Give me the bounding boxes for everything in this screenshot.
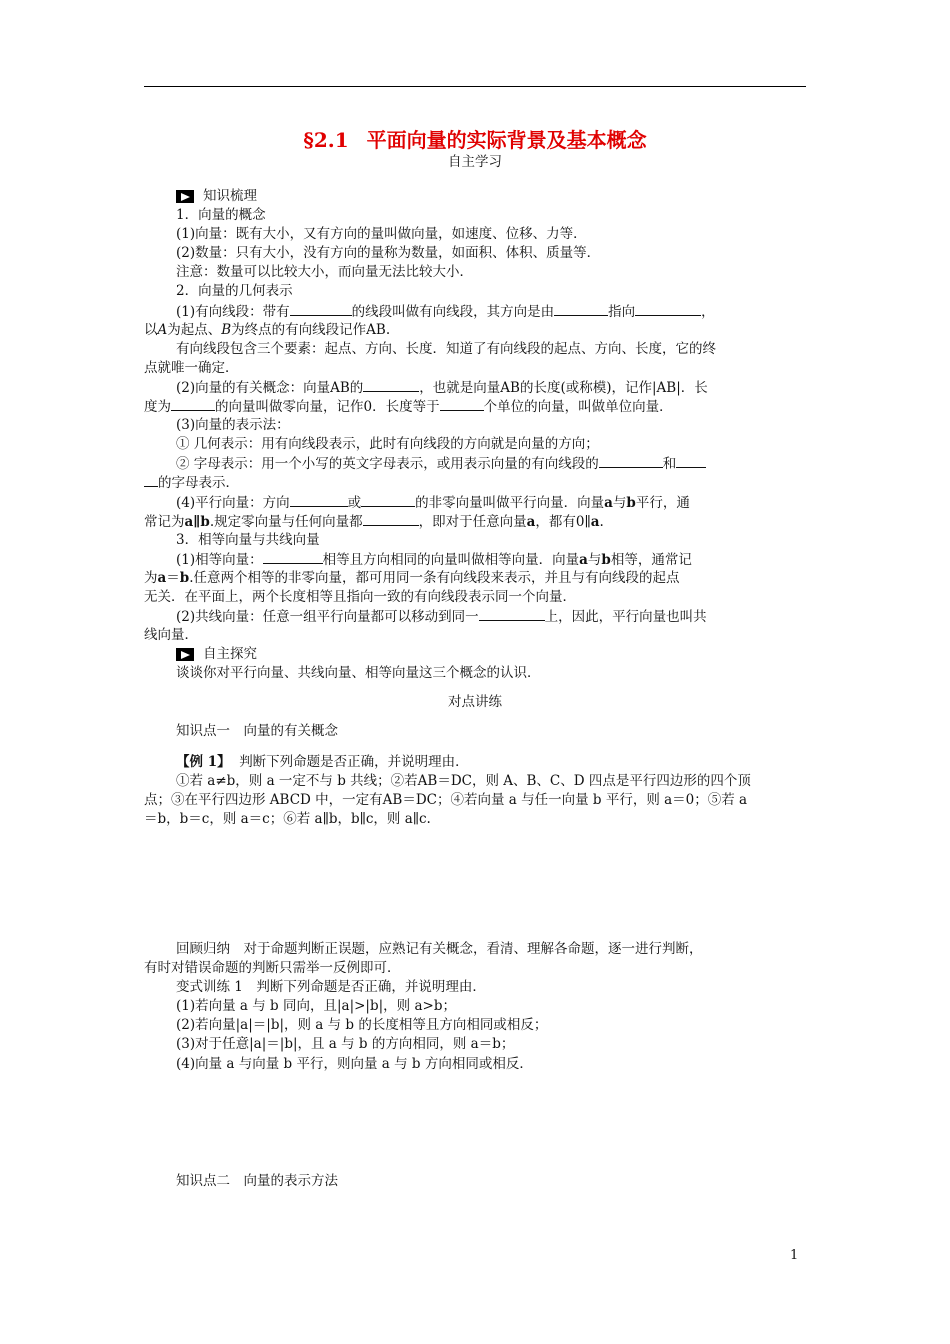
text-line: (1)向量：既有大小，又有方向的量叫做向量，如速度、位移、力等． — [176, 226, 587, 243]
section-title: 平面向量的实际背景及基本概念 — [366, 128, 647, 152]
text-line: 3．相等向量与共线向量 — [176, 531, 320, 548]
knowledge-point-1 — [144, 722, 806, 741]
text-line: (2)若向量|a|＝|b|，则 a 与 b 的长度相等且方向相同或相反； — [176, 1017, 548, 1034]
play-triangle-icon — [176, 190, 194, 203]
text-line: (4)向量 a 与向量 b 平行，则向量 a 与 b 方向相同或相反． — [176, 1055, 533, 1072]
fill-blank — [554, 302, 608, 316]
text-line: (1)相等向量： 相等且方向相同的向量叫做相等向量．向量a与b相等，通常记 — [176, 551, 692, 568]
page-number: 1 — [790, 1248, 799, 1263]
text-line: 有向线段包含三个要素：起点、方向、长度．知道了有向线段的起点、方向、长度，它的终 — [176, 340, 716, 357]
text-line: (2)数量：只有大小，没有方向的量称为数量，如面积、体积、质量等． — [176, 245, 601, 262]
heading-knowledge — [144, 187, 806, 206]
text-line: 有时对错误命题的判断只需举一反例即可． — [144, 960, 401, 977]
text-line: 谈谈你对平行向量、共线向量、相等向量这三个概念的认识． — [176, 665, 541, 682]
subtitle-practice: 对点讲练 — [448, 694, 502, 710]
fill-blank — [144, 473, 158, 487]
text-line: 【例 1】 判断下列命题是否正确，并说明理由． — [176, 754, 469, 770]
fill-blank — [440, 397, 484, 411]
fill-blank — [676, 454, 706, 468]
text-line: 常记为a∥b.规定零向量与任何向量都 ，即对于任意向量a，都有0∥a. — [144, 513, 604, 530]
fill-blank — [290, 493, 348, 507]
example-label: 【例 1】 — [176, 754, 231, 770]
text-line: (1)若向量 a 与 b 同向，且|a|>|b|，则 a>b； — [176, 998, 456, 1015]
text-line: (4)平行向量：方向 或 的非零向量叫做平行向量．向量a与b平行，通 — [176, 494, 690, 511]
text-line: 点；③在平行四边形 ABCD 中，一定有AB＝DC；④若向量 a 与任一向量 b 平行，则 a＝0；⑤若 a — [144, 792, 748, 809]
text-line: 1．向量的概念 — [176, 207, 266, 224]
fill-blank — [290, 302, 352, 316]
header-rule — [144, 86, 806, 87]
text-line: (1)有向线段：带有 的线段叫做有向线段，其方向是由 指向 ， — [176, 303, 715, 320]
text-line: (3)对于任意|a|＝|b|，且 a 与 b 的方向相同，则 a＝b； — [176, 1036, 515, 1053]
fill-blank — [479, 607, 545, 621]
text-line: 回顾归纳 对于命题判断正误题，应熟记有关概念，看清、理解各命题，逐一进行判断， — [176, 941, 703, 957]
text-line: 点就唯一确定． — [144, 359, 239, 376]
text-line: ＝b，b＝c，则 a＝c；⑥若 a∥b，b∥c，则 a∥c. — [144, 811, 431, 828]
text-line: (3)向量的表示法： — [176, 417, 290, 434]
play-triangle-icon — [176, 648, 194, 661]
fill-blank — [635, 302, 701, 316]
fill-blank — [599, 454, 663, 468]
text-line: 无关．在平面上，两个长度相等且指向一致的有向线段表示同一个向量． — [144, 588, 576, 605]
example-1 — [144, 753, 806, 829]
text-line: 变式训练 1 判断下列命题是否正确，并说明理由． — [176, 979, 486, 996]
text-line: 以A为起点、B为终点的有向线段记作AB. — [144, 321, 391, 338]
text-line: (2)向量的有关概念：向量AB的 ，也就是向量AB的长度(或称模)，记作|AB|．长 — [176, 379, 708, 396]
subtitle-self-study: 自主学习 — [448, 154, 502, 170]
fill-blank — [171, 397, 215, 411]
fill-blank — [361, 493, 415, 507]
page-title — [0, 124, 950, 153]
text-line: 线向量． — [144, 627, 198, 644]
heading-text: 知识梳理 — [203, 188, 257, 204]
heading-text: 自主探究 — [203, 646, 257, 663]
self-study-content — [144, 187, 806, 683]
knowledge-point-title: 知识点二 向量的表示方法 — [176, 1173, 338, 1189]
text-line: (2)共线向量：任意一组平行向量都可以移动到同一 上，因此，平行向量也叫共 — [176, 609, 707, 626]
fill-blank — [263, 550, 323, 564]
text-line: 为a＝b.任意两个相等的非零向量，都可用同一条有向线段来表示，并且与有向线段的起点 — [144, 569, 680, 586]
knowledge-point-title: 知识点一 向量的有关概念 — [176, 723, 338, 739]
heading-explore — [144, 645, 806, 664]
knowledge-point-2 — [144, 1172, 806, 1191]
text-line: 的字母表示． — [144, 473, 806, 492]
fill-blank — [363, 512, 419, 526]
text-line: 2．向量的几何表示 — [176, 283, 293, 300]
section-number: §2.1 — [303, 128, 349, 152]
text-line: 度为 的向量叫做零向量，记作0．长度等于 个单位的向量，叫做单位向量． — [144, 399, 673, 416]
text-line: ② 字母表示：用一个小写的英文字母表示，或用表示向量的有向线段的 和 — [144, 454, 806, 473]
review-summary — [144, 940, 806, 1074]
text-line: 注意：数量可以比较大小，而向量无法比较大小． — [176, 264, 473, 281]
fill-blank — [363, 378, 419, 392]
text-line: ①若 a≠b，则 a 一定不与 b 共线；②若AB＝DC，则 A、B、C、D 四点是平行四边形的四个顶 — [176, 773, 751, 790]
text-line: ① 几何表示：用有向线段表示，此时有向线段的方向就是向量的方向； — [176, 436, 599, 453]
